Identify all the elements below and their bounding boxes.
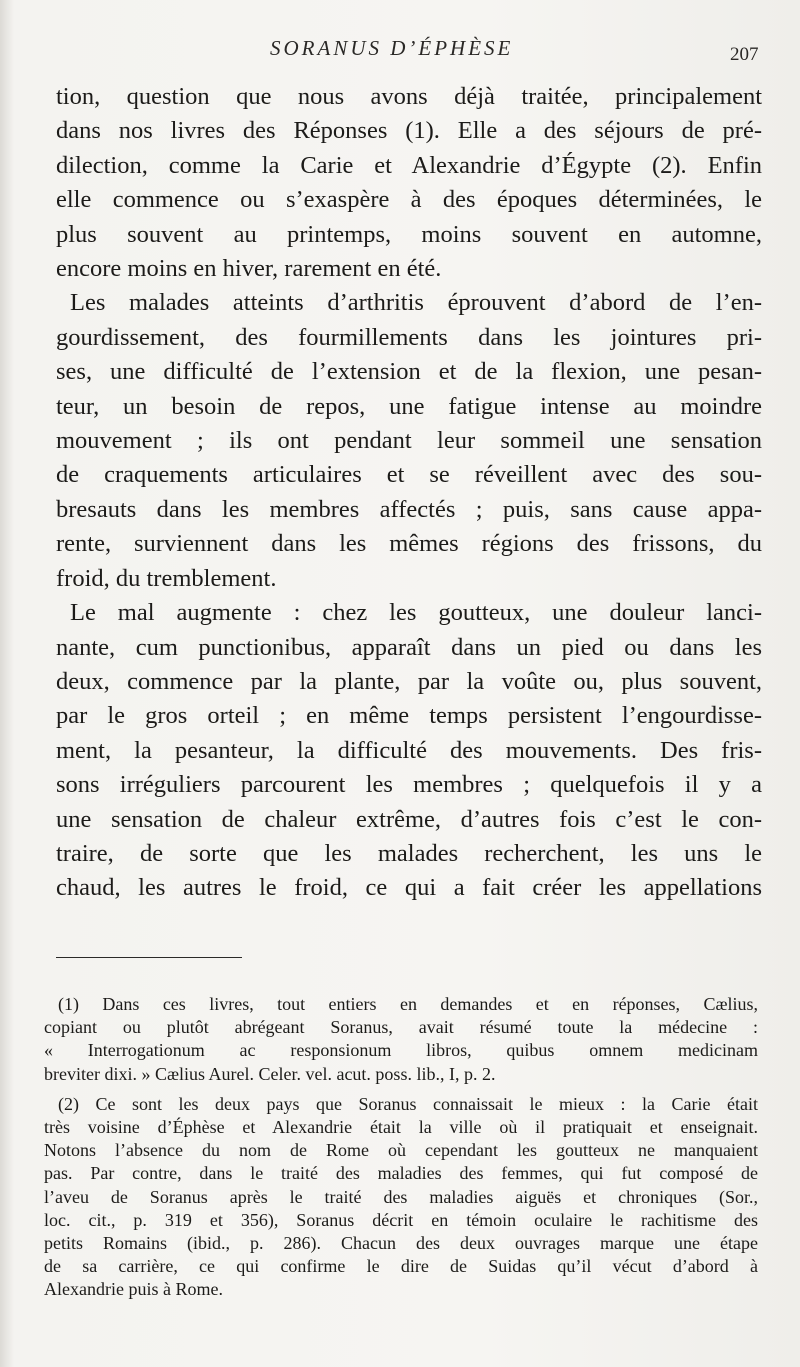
- text-line: mouvement ; ils ont pendant leur sommeil une sensation: [56, 427, 762, 455]
- text-line: deux, commence par la plante, par la voûte ou, plus souvent,: [56, 667, 762, 695]
- footnote-line: Alexandrie puis à Rome.: [44, 1279, 223, 1300]
- footnote-line: très voisine d’Éphèse et Alexandrie était la ville où il pratiquait et enseignait.: [44, 1117, 758, 1138]
- footnote-line: loc. cit., p. 319 et 356), Soranus décrit en témoin oculaire le rachitisme des: [44, 1209, 758, 1230]
- text-line: nante, cum punctionibus, apparaît dans un pied ou dans les: [56, 633, 762, 661]
- footnotes: [44, 993, 758, 1302]
- footnote-line: pas. Par contre, dans le traité des maladies des femmes, qui fut composé de: [44, 1163, 758, 1184]
- text-line: traire, de sorte que les malades recherchent, les uns le: [56, 839, 762, 867]
- footnote-line: (1) Dans ces livres, tout entiers en demandes et en réponses, Cælius,: [58, 994, 758, 1014]
- body-text: [56, 80, 762, 906]
- page-header: [0, 36, 800, 66]
- text-line: dilection, comme la Carie et Alexandrie d’Égypte (2). Enfin: [56, 151, 762, 179]
- footnote-line: copiant ou plutôt abrégeant Soranus, avait résumé toute la médecine :: [44, 1017, 758, 1038]
- footnote-line: de sa carrière, ce qui confirme le dire de Suidas qu’il vécut d’abord à: [44, 1256, 758, 1277]
- text-line: gourdissement, des fourmillements dans les jointures pri-: [56, 323, 762, 351]
- running-head: SORANUS D’ÉPHÈSE: [270, 36, 514, 60]
- text-line: une sensation de chaleur extrême, d’autres fois c’est le con-: [56, 805, 762, 833]
- text-line: plus souvent au printemps, moins souvent en automne,: [56, 220, 762, 248]
- footnote-divider: [56, 957, 242, 958]
- text-line: teur, un besoin de repos, une fatigue intense au moindre: [56, 392, 762, 420]
- text-line: rente, surviennent dans les mêmes régions des frissons, du: [56, 530, 762, 558]
- text-line: dans nos livres des Réponses (1). Elle a des séjours de pré-: [56, 117, 762, 145]
- text-line: encore moins en hiver, rarement en été.: [56, 255, 442, 283]
- text-line: tion, question que nous avons déjà traitée, principalement: [56, 83, 762, 110]
- footnote-line: (2) Ce sont les deux pays que Soranus connaissait le mieux : la Carie était: [58, 1093, 758, 1114]
- text-line: bresauts dans les membres affectés ; puis, sans cause appa-: [56, 495, 762, 523]
- footnote-line: Notons l’absence du nom de Rome où cependant les goutteux ne manquaient: [44, 1140, 758, 1161]
- text-line: de craquements articulaires et se réveillent avec des sou-: [56, 461, 762, 489]
- text-line: Les malades atteints d’arthritis éprouvent d’abord de l’en-: [70, 289, 762, 317]
- text-line: sons irréguliers parcourent les membres ; quelquefois il y a: [56, 771, 762, 799]
- text-line: Le mal augmente : chez les goutteux, une douleur lanci-: [70, 599, 762, 627]
- footnote-line: petits Romains (ibid., p. 286). Chacun des deux ouvrages marque une étape: [44, 1233, 758, 1254]
- footnote-line: « Interrogationum ac responsionum libros, quibus omnem medicinam: [44, 1040, 758, 1061]
- text-line: froid, du tremblement.: [56, 564, 277, 592]
- footnote-line: l’aveu de Soranus après le traité des maladies aiguës et chroniques (Sor.,: [44, 1186, 758, 1207]
- footnote-spacer: [44, 1086, 758, 1093]
- text-line: elle commence ou s’exaspère à des époques déterminées, le: [56, 186, 762, 214]
- footnote-line: breviter dixi. » Cælius Aurel. Celer. vel. acut. poss. lib., I, p. 2.: [44, 1063, 496, 1084]
- page-number: 207: [730, 44, 759, 65]
- text-line: par le gros orteil ; en même temps persistent l’engourdisse-: [56, 702, 762, 730]
- text-line: chaud, les autres le froid, ce qui a fait créer les appellations: [56, 874, 762, 902]
- text-line: ses, une difficulté de l’extension et de la flexion, une pesan-: [56, 358, 762, 386]
- text-line: ment, la pesanteur, la difficulté des mouvements. Des fris-: [56, 736, 762, 764]
